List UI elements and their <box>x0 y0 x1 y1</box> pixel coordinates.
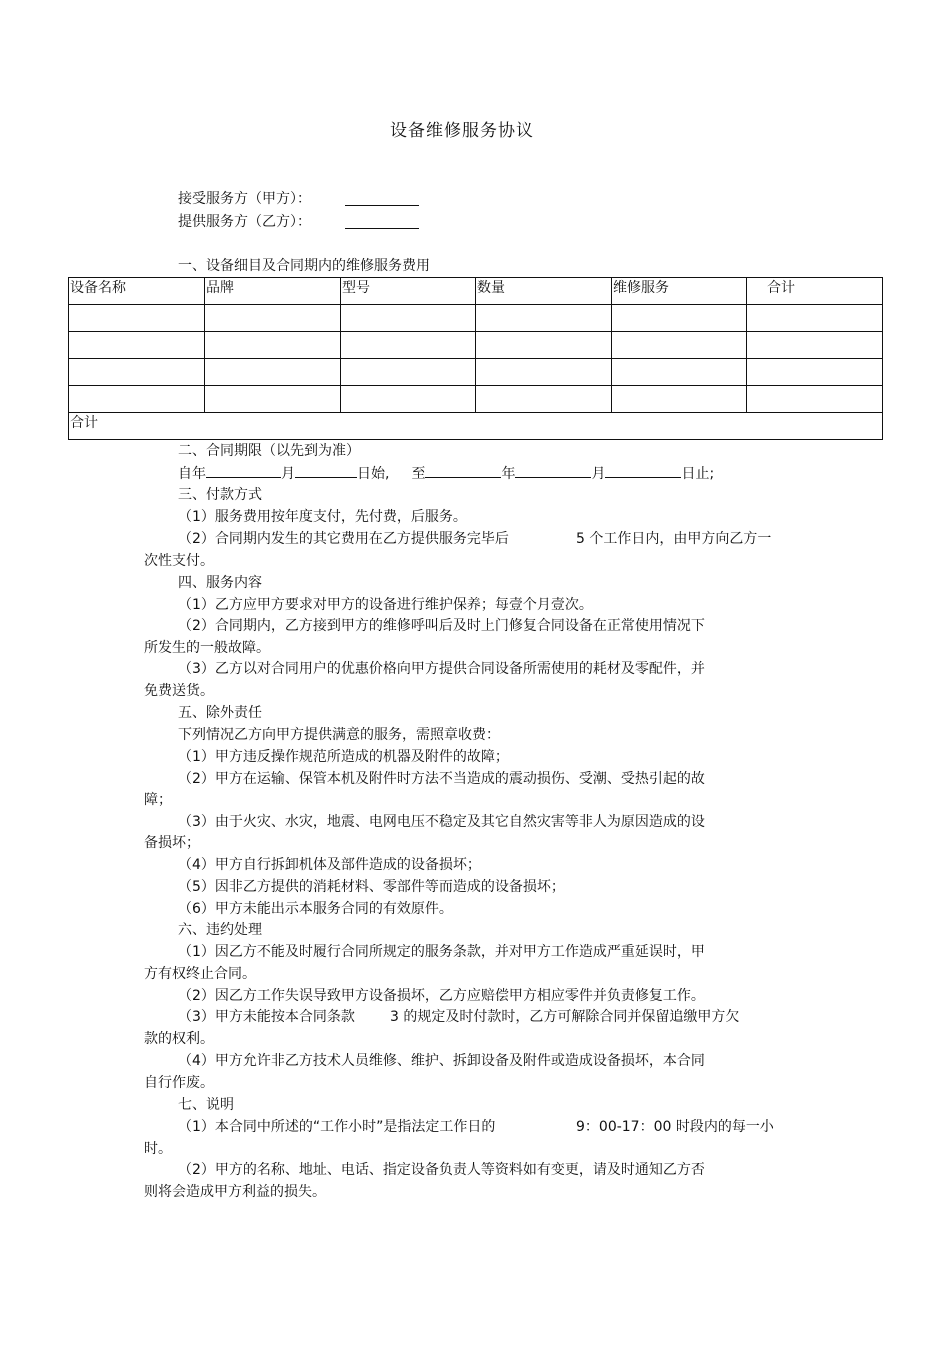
blank-field <box>515 463 591 478</box>
header-brand: 品牌 <box>205 278 341 305</box>
table-total-row <box>69 413 883 440</box>
table-cell <box>476 386 612 413</box>
table-cell <box>612 359 747 386</box>
term-month2: 月 <box>591 466 606 482</box>
party-a-blank <box>345 191 419 206</box>
party-b-blank <box>345 214 419 229</box>
table-cell <box>341 305 476 332</box>
section5-heading: 五、除外责任 <box>178 705 262 721</box>
section4-item3-b: 免费送货。 <box>144 683 214 699</box>
term-year2: 年 <box>501 466 516 482</box>
table-header-row <box>69 278 883 305</box>
section5-item1: （1）甲方违反操作规范所造成的机器及附件的故障； <box>178 749 509 765</box>
table-cell <box>341 386 476 413</box>
section4-heading: 四、服务内容 <box>178 575 262 591</box>
table-cell <box>69 332 205 359</box>
table-cell <box>747 386 883 413</box>
section7-item1-a: （1）本合同中所述的“工作小时”是指法定工作日的 <box>178 1119 496 1135</box>
section4-item3-a: （3）乙方以对合同用户的优惠价格向甲方提供合同设备所需使用的耗材及零配件，并 <box>178 661 705 677</box>
section6-item3-b: 3 的规定及时付款时，乙方可解除合同并保留追缴甲方欠 <box>390 1009 740 1025</box>
equipment-table <box>68 277 883 440</box>
section7-item1-c: 时。 <box>144 1141 172 1157</box>
blank-field <box>295 463 357 478</box>
table-cell <box>612 332 747 359</box>
section7-item2-b: 则将会造成甲方利益的损失。 <box>144 1184 326 1200</box>
table-cell <box>205 359 341 386</box>
term-day-end: 日止; <box>681 466 715 482</box>
party-a-line <box>178 189 311 209</box>
section4-item1: （1）乙方应甲方要求对甲方的设备进行维护保养；每壹个月壹次。 <box>178 597 593 613</box>
section5-item3-b: 备损坏； <box>144 835 200 851</box>
table-row <box>69 332 883 359</box>
section3-item2-b: 5 个工作日内，由甲方向乙方一 <box>576 531 772 547</box>
section6-item3-a: （3）甲方未能按本合同条款 <box>178 1009 355 1025</box>
header-total: 合计 <box>747 278 883 305</box>
section5-item2-a: （2）甲方在运输、保管本机及附件时方法不当造成的震动损伤、受潮、受热引起的故 <box>178 771 705 787</box>
section6-heading: 六、违约处理 <box>178 922 262 938</box>
table-cell <box>612 305 747 332</box>
section6-item2: （2）因乙方工作失误导致甲方设备损坏，乙方应赔偿甲方相应零件并负责修复工作。 <box>178 988 705 1004</box>
section6-item3-c: 款的权利。 <box>144 1031 214 1047</box>
section7-heading: 七、说明 <box>178 1097 234 1113</box>
header-quantity: 数量 <box>476 278 612 305</box>
term-from: 自年 <box>178 466 206 482</box>
section4-item2-a: （2）合同期内，乙方接到甲方的维修呼叫后及时上门修复合同设备在正常使用情况下 <box>178 618 705 634</box>
table-cell <box>747 359 883 386</box>
section5-item5: （5）因非乙方提供的消耗材料、零部件等而造成的设备损坏； <box>178 879 565 895</box>
contract-term-line <box>178 463 714 484</box>
table-row <box>69 386 883 413</box>
party-a-label: 接受服务方（甲方）： <box>178 191 311 207</box>
section5-item3-a: （3）由于火灾、水灾，地震、电网电压不稳定及其它自然灾害等非人为原因造成的设 <box>178 814 705 830</box>
table-cell <box>612 386 747 413</box>
party-b-label: 提供服务方（乙方）： <box>178 214 311 230</box>
section5-item6: （6）甲方未能出示本服务合同的有效原件。 <box>178 901 453 917</box>
table-cell <box>69 305 205 332</box>
header-equipment-name: 设备名称 <box>69 278 205 305</box>
term-day-start: 日始, <box>357 466 390 482</box>
section3-item2-a: （2）合同期内发生的其它费用在乙方提供服务完毕后 <box>178 531 509 547</box>
section1-heading: 一、设备细目及合同期内的维修服务费用 <box>178 258 430 274</box>
blank-field <box>206 463 281 478</box>
section4-item2-b: 所发生的一般故障。 <box>144 640 270 656</box>
section3-item2-c: 次性支付。 <box>144 553 214 569</box>
section6-item1-b: 方有权终止合同。 <box>144 966 256 982</box>
table-cell <box>476 359 612 386</box>
section3-item1: （1）服务费用按年度支付，先付费，后服务。 <box>178 509 467 525</box>
table-cell <box>341 359 476 386</box>
section3-heading: 三、付款方式 <box>178 487 262 503</box>
table-cell <box>69 359 205 386</box>
table-row <box>69 305 883 332</box>
table-cell <box>747 332 883 359</box>
table-cell <box>205 386 341 413</box>
section5-item2-b: 障； <box>144 792 172 808</box>
table-cell <box>341 332 476 359</box>
term-to: 至 <box>411 466 426 482</box>
party-b-line <box>178 212 311 232</box>
section6-item1-a: （1）因乙方不能及时履行合同所规定的服务条款，并对甲方工作造成严重延误时，甲 <box>178 944 705 960</box>
section7-item1-b: 9：00-17：00 时段内的每一小 <box>576 1119 774 1135</box>
section6-item4-a: （4）甲方允许非乙方技术人员维修、维护、拆卸设备及附件或造成设备损坏，本合同 <box>178 1053 705 1069</box>
blank-field <box>605 463 681 478</box>
table-row <box>69 359 883 386</box>
header-repair-service: 维修服务 <box>612 278 747 305</box>
section5-item4: （4）甲方自行拆卸机体及部件造成的设备损坏； <box>178 857 481 873</box>
header-model: 型号 <box>341 278 476 305</box>
table-cell <box>476 332 612 359</box>
section5-intro: 下列情况乙方向甲方提供满意的服务，需照章收费： <box>178 727 500 743</box>
term-month1: 月 <box>281 466 295 482</box>
section6-item4-b: 自行作废。 <box>144 1075 214 1091</box>
table-cell <box>747 305 883 332</box>
table-cell <box>476 305 612 332</box>
total-label: 合计 <box>69 413 883 440</box>
section2-heading: 二、合同期限（以先到为准） <box>178 443 360 459</box>
table-cell <box>69 386 205 413</box>
section7-item2-a: （2）甲方的名称、地址、电话、指定设备负责人等资料如有变更，请及时通知乙方否 <box>178 1162 705 1178</box>
page-title: 设备维修服务协议 <box>390 121 534 141</box>
blank-field <box>425 463 501 478</box>
table-cell <box>205 332 341 359</box>
table-cell <box>205 305 341 332</box>
